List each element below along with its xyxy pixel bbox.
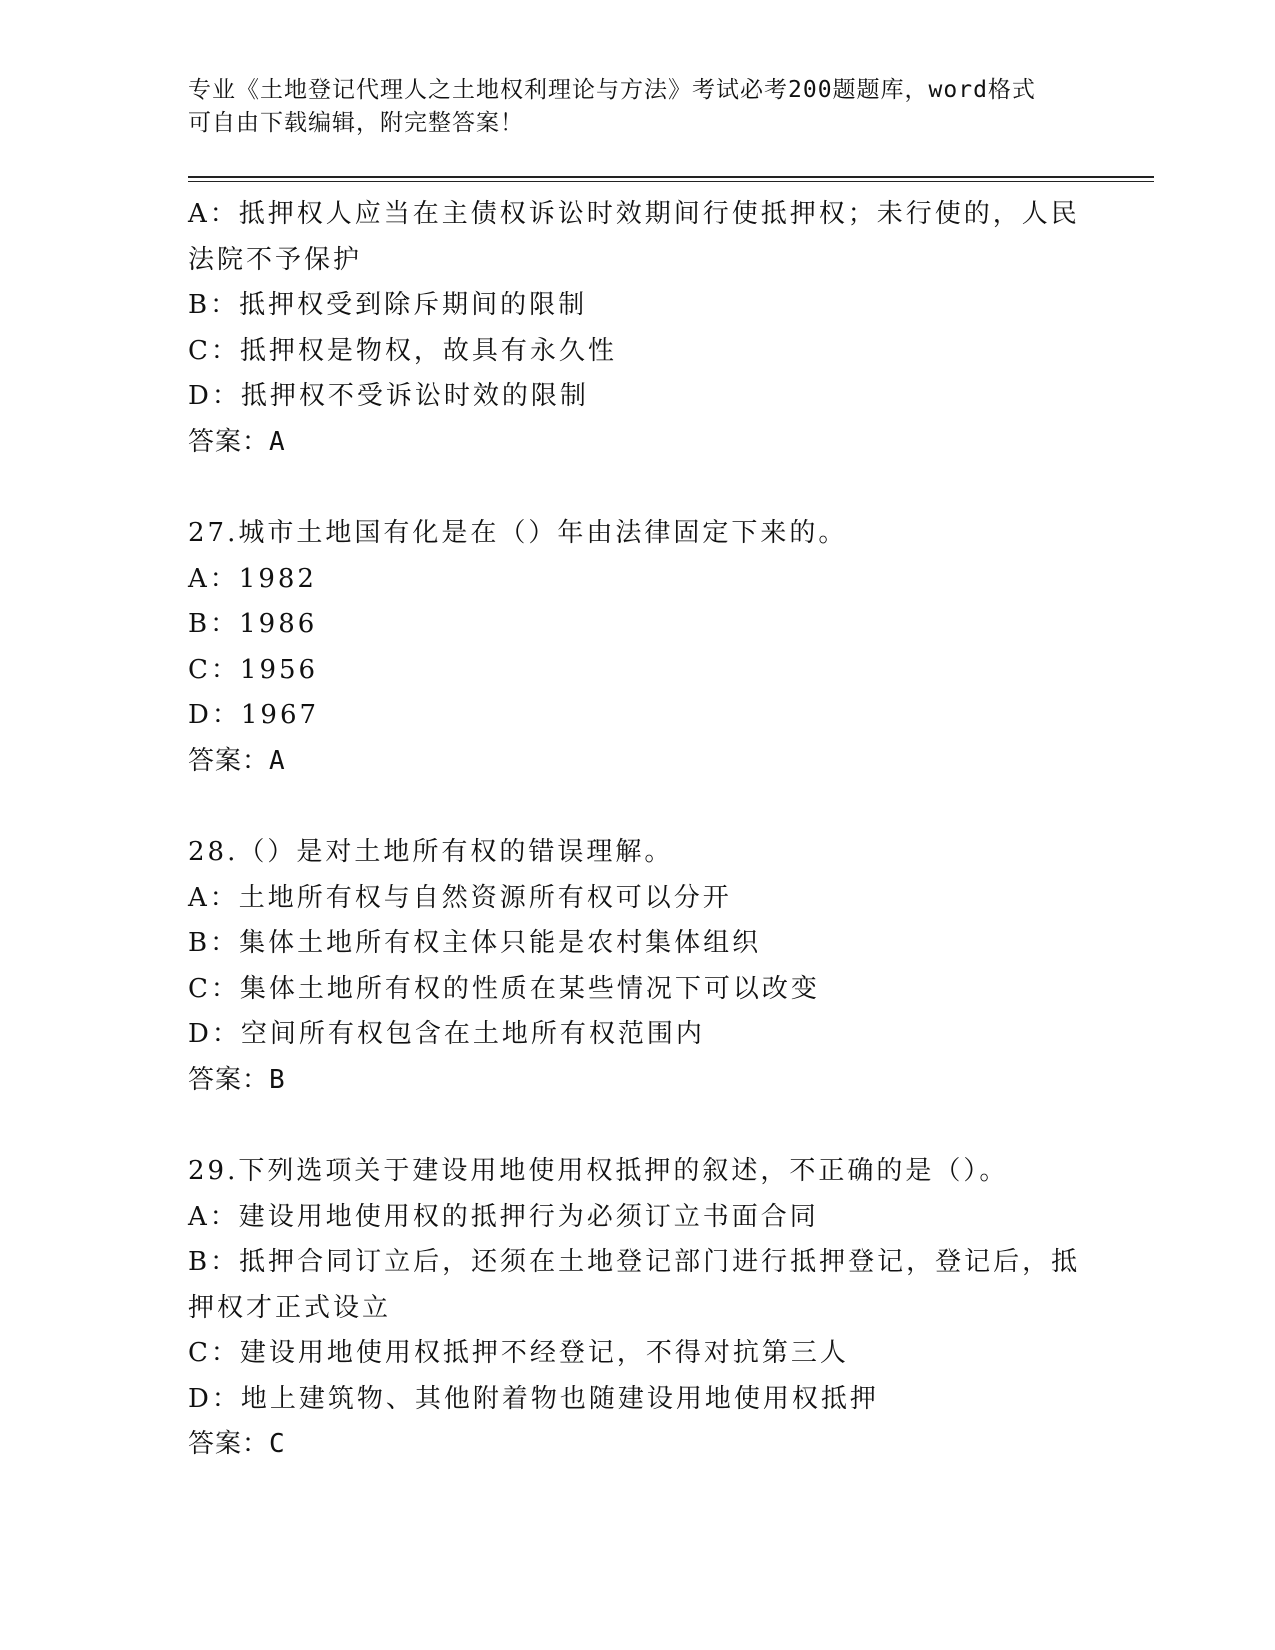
option-b: B：集体土地所有权主体只能是农村集体组织 <box>188 928 762 958</box>
option-d: D：1967 <box>188 700 320 730</box>
option-c: C：1956 <box>188 654 319 685</box>
option-a: A：土地所有权与自然资源所有权可以分开 <box>188 882 732 913</box>
option-a: A：抵押权人应当在主债权诉讼时效期间行使抵押权；未行使的，人民 <box>188 199 1080 229</box>
option-d: D：空间所有权包含在土地所有权范围内 <box>188 1019 705 1049</box>
question-27 <box>188 511 1088 784</box>
question-stem: 29.下列选项关于建设用地使用权抵押的叙述，不正确的是（）。 <box>188 1156 1009 1186</box>
header-divider-thick <box>188 176 1154 178</box>
question-29 <box>188 1149 1088 1468</box>
answer-line: 答案：A <box>188 745 286 776</box>
header-line-1: 专业《土地登记代理人之土地权利理论与方法》考试必考200题题库，word格式 <box>188 77 1036 103</box>
option-a-continuation: 法院不予保护 <box>188 244 363 275</box>
answer-line: 答案：C <box>188 1429 286 1459</box>
question-continued <box>188 192 1088 465</box>
option-d: D：地上建筑物、其他附着物也随建设用地使用权抵押 <box>188 1383 879 1414</box>
answer-line: 答案：B <box>188 1064 286 1095</box>
option-c: C：集体土地所有权的性质在某些情况下可以改变 <box>188 973 820 1004</box>
option-c: C：建设用地使用权抵押不经登记，不得对抗第三人 <box>188 1338 849 1368</box>
option-b: B：1986 <box>188 609 318 639</box>
option-d: D：抵押权不受诉讼时效的限制 <box>188 381 589 411</box>
option-b-continuation: 押权才正式设立 <box>188 1292 392 1323</box>
option-b: B：抵押权受到除斥期间的限制 <box>188 290 588 320</box>
answer-line: 答案：A <box>188 426 286 457</box>
option-a: A：建设用地使用权的抵押行为必须订立书面合同 <box>188 1201 819 1232</box>
option-c: C：抵押权是物权，故具有永久性 <box>188 335 617 366</box>
question-stem: 28.（）是对土地所有权的错误理解。 <box>188 837 674 867</box>
question-stem: 27.城市土地国有化是在（）年由法律固定下来的。 <box>188 518 848 548</box>
question-28 <box>188 830 1088 1103</box>
header-line-2: 可自由下载编辑，附完整答案！ <box>188 110 524 136</box>
document-header <box>188 74 1088 140</box>
header-divider-thin <box>188 181 1154 182</box>
option-b: B：抵押合同订立后，还须在土地登记部门进行抵押登记，登记后，抵 <box>188 1247 1081 1277</box>
question-list <box>188 192 1088 1468</box>
option-a: A：1982 <box>188 563 317 594</box>
